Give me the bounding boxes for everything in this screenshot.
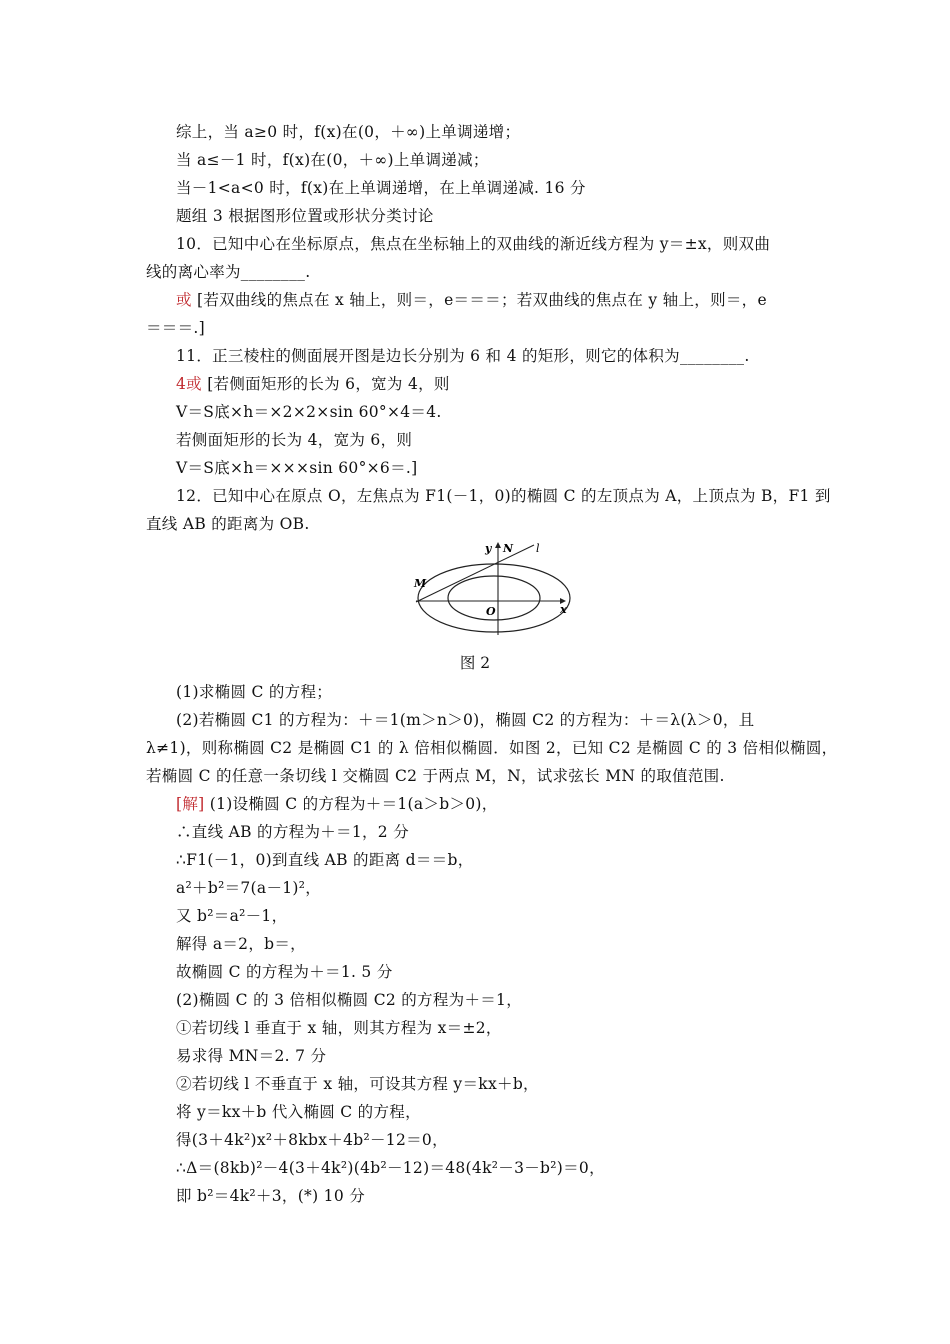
text-line: ＝＝＝.] xyxy=(146,319,205,337)
text-line: 当 a≤－1 时，f(x)在(0，＋∞)上单调递减； xyxy=(176,151,489,169)
section-heading: 题组 3 根据图形位置或形状分类讨论 xyxy=(176,207,434,225)
text-line: (1)求椭圆 C 的方程； xyxy=(176,683,333,701)
text-line: 线的离心率为________. xyxy=(146,263,311,281)
text-line: 即 b²＝4k²＋3，(*) 10 分 xyxy=(176,1187,366,1205)
text-line: (2)若椭圆 C1 的方程为：＋＝1(m＞n＞0)，椭圆 C2 的方程为：＋＝λ(λ＞0，且 xyxy=(176,711,755,729)
answer-label: 4或 xyxy=(176,375,202,393)
answer-10: 或 [若双曲线的焦点在 x 轴上，则＝，e＝＝＝；若双曲线的焦点在 y 轴上，则＝，e xyxy=(176,291,767,309)
text-line: V＝S底×h＝×××sin 60°×6＝.] xyxy=(176,459,418,477)
figure-caption: 图 2 xyxy=(459,654,491,672)
text-line: 得(3＋4k²)x²＋8kbx＋4b²－12＝0， xyxy=(176,1131,448,1149)
text-line: ∴直线 AB 的方程为＋＝1，2 分 xyxy=(176,823,409,841)
text-line: 综上，当 a≥0 时，f(x)在(0，＋∞)上单调递增； xyxy=(176,123,521,141)
tangent-line xyxy=(416,545,534,602)
text-line: λ≠1)，则称椭圆 C2 是椭圆 C1 的 λ 倍相似椭圆．如图 2，已知 C2 是椭圆 C 的 3 倍相似椭圆， xyxy=(146,739,838,757)
answer-11: 4或 [若侧面矩形的长为 6，宽为 4，则 xyxy=(176,375,450,393)
text-line: 故椭圆 C 的方程为＋＝1. 5 分 xyxy=(176,963,393,981)
text-line: a²＋b²＝7(a－1)²， xyxy=(176,879,322,897)
y-axis-arrow-icon xyxy=(495,542,501,548)
question-12: 12．已知中心在原点 O，左焦点为 F1(－1，0)的椭圆 C 的左顶点为 A，上顶点为 B，F1 到 xyxy=(176,487,831,505)
ellipse-figure xyxy=(412,535,572,635)
label-o: O xyxy=(486,605,496,618)
text-line: ∴F1(－1，0)到直线 AB 的距离 d＝＝b， xyxy=(176,851,474,869)
text-line: 将 y＝kx＋b 代入椭圆 C 的方程， xyxy=(176,1103,421,1121)
text-line: 易求得 MN＝2. 7 分 xyxy=(176,1047,327,1065)
question-10: 10．已知中心在坐标原点，焦点在坐标轴上的双曲线的渐近线方程为 y＝±x，则双曲 xyxy=(176,235,771,253)
text-line: (2)椭圆 C 的 3 倍相似椭圆 C2 的方程为＋＝1， xyxy=(176,991,523,1009)
text-line: 解得 a＝2，b＝， xyxy=(176,935,306,953)
text-line: 当－1<a<0 时，f(x)在上单调递增，在上单调递减. 16 分 xyxy=(176,179,586,197)
label-y: y xyxy=(485,542,492,555)
solution-label: [解] xyxy=(176,795,205,813)
label-x: x xyxy=(560,603,567,616)
text-line: ∴Δ＝(8kb)²－4(3＋4k²)(4b²－12)＝48(4k²－3－b²)＝0， xyxy=(176,1159,605,1177)
text-line: 若侧面矩形的长为 4，宽为 6，则 xyxy=(176,431,413,449)
label-m: M xyxy=(414,577,427,590)
text-line: 又 b²＝a²－1， xyxy=(176,907,288,925)
text-line: 直线 AB 的距离为 OB. xyxy=(146,515,310,533)
question-11: 11．正三棱柱的侧面展开图是边长分别为 6 和 4 的矩形，则它的体积为________. xyxy=(176,347,750,365)
text-line: 若椭圆 C 的任意一条切线 l 交椭圆 C2 于两点 M，N，试求弦长 MN 的取值范围. xyxy=(146,767,725,785)
text-line: ②若切线 l 不垂直于 x 轴，可设其方程 y＝kx＋b， xyxy=(176,1075,539,1093)
label-n: N xyxy=(503,542,514,555)
text-line: V＝S底×h＝×2×2×sin 60°×4＝4. xyxy=(176,403,442,421)
text-line: ①若切线 l 垂直于 x 轴，则其方程为 x＝±2， xyxy=(176,1019,502,1037)
outer-ellipse xyxy=(418,564,570,632)
label-l: l xyxy=(536,542,540,555)
answer-label: 或 xyxy=(176,291,192,309)
solution-start: [解] (1)设椭圆 C 的方程为＋＝1(a＞b＞0)， xyxy=(176,795,498,813)
